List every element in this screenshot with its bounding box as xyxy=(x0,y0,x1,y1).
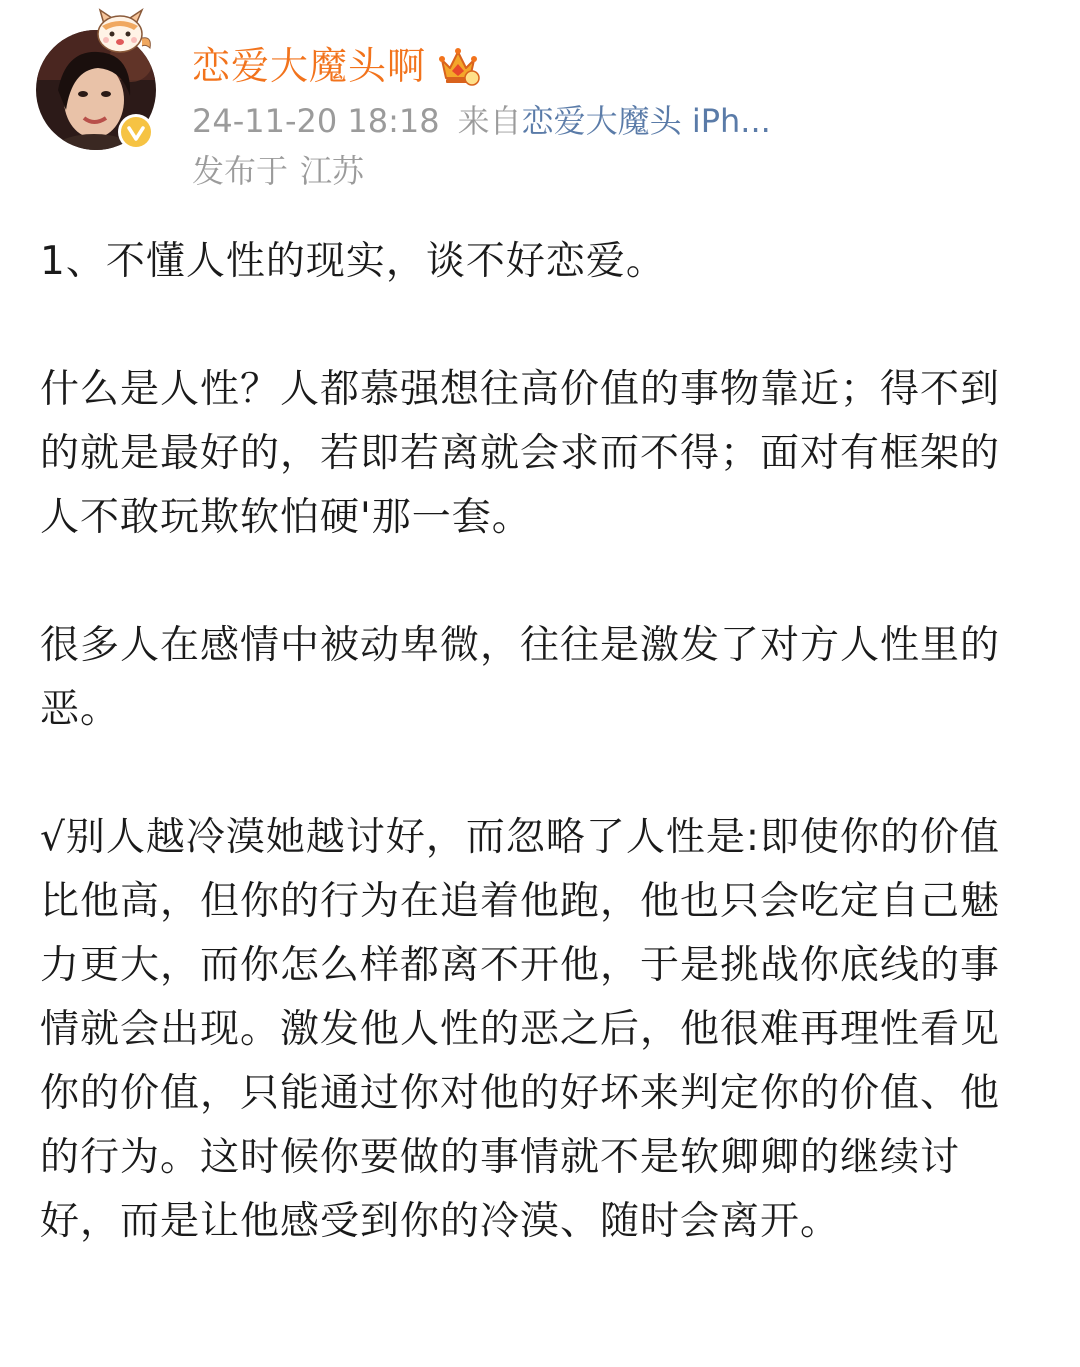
post-meta xyxy=(192,98,771,144)
location-label: 发布于 xyxy=(192,152,289,190)
paragraph-3: 很多人在感情中被动卑微，往往是激发了对方人性里的恶。 xyxy=(40,623,1001,732)
post-location xyxy=(192,148,364,194)
location-value: 江苏 xyxy=(300,152,365,190)
paragraph-4: √别人越冷漠她越讨好，而忽略了人性是:即使你的价值比他高，但你的行为在追着他跑，他也只会吃定自己魅力更大，而你怎么样都离不开他，于是挑战你底线的事情就会出现。激发他人性的恶之后，他很难再理性看见你的价值，只能通过你对他的好坏来判定你的价值、他的行为。这时候你要做的事情就不是软卿卿的继续讨好，而是让他感受到你的冷漠、随时会离开。 xyxy=(40,815,1001,1244)
username-row xyxy=(192,38,480,94)
post-body xyxy=(40,230,1010,1254)
paragraph-1: 1、不懂人性的现实，谈不好恋爱。 xyxy=(40,239,666,284)
source-link[interactable]: 恋爱大魔头 iPh... xyxy=(521,102,771,140)
paragraph-2: 什么是人性？人都慕强想往高价值的事物靠近；得不到的就是最好的，若即若离就会求而不得；面对有框架的人不敢玩欺软怕硬'那一套。 xyxy=(40,367,1001,540)
author-avatar[interactable] xyxy=(36,30,156,150)
source-label: 来自 xyxy=(457,102,522,140)
author-name[interactable]: 恋爱大魔头啊 xyxy=(192,44,427,88)
crown-icon[interactable] xyxy=(436,44,480,88)
post-header xyxy=(0,0,1080,210)
cat-sticker-icon xyxy=(90,8,154,60)
post-timestamp: 24-11-20 18:18 xyxy=(192,102,440,140)
verified-badge-icon xyxy=(118,114,154,150)
